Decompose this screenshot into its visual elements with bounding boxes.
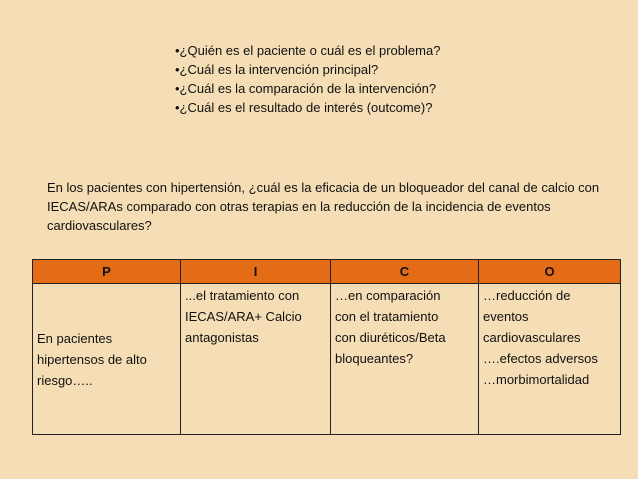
header-p: P (33, 260, 181, 284)
header-i: I (181, 260, 331, 284)
cell-line: ...el tratamiento con (185, 288, 300, 303)
cell-intervention (181, 284, 331, 435)
cell-line: con el tratamiento (335, 309, 439, 324)
cell-line: eventos (483, 309, 529, 324)
clinical-question: En los pacientes con hipertensión, ¿cuál es la eficacia de un bloqueador del canal de calcio con IECAS/ARAs comparado con otras terapias en la reducción de la incidencia de eventos cardiovasculares? (47, 180, 600, 233)
cell-line: hipertensos de alto (37, 351, 147, 367)
question-item: •¿Cuál es el resultado de interés (outcome)? (175, 100, 433, 115)
question-item: •¿Cuál es la intervención principal? (175, 62, 379, 77)
cell-line: cardiovasculares (483, 330, 581, 345)
pico-table (32, 259, 621, 435)
cell-line: …reducción de (483, 288, 571, 303)
cell-line: bloqueantes? (335, 351, 414, 366)
cell-line: IECAS/ARA+ Calcio (185, 309, 302, 324)
header-o: O (479, 260, 621, 284)
cell-comparison (331, 284, 479, 435)
pico-content-row (33, 284, 621, 435)
pico-questions-list (175, 41, 440, 117)
question-item: •¿Cuál es la comparación de la intervención? (175, 81, 437, 96)
cell-line: con diuréticos/Beta (335, 330, 446, 345)
cell-line: …morbimortalidad (483, 372, 590, 387)
cell-outcome (479, 284, 621, 435)
cell-line: …en comparación (335, 288, 441, 303)
cell-line: ….efectos adversos (483, 351, 598, 366)
cell-line: antagonistas (185, 330, 259, 345)
header-c: C (331, 260, 479, 284)
cell-line: riesgo….. (37, 372, 93, 388)
pico-header-row (33, 260, 621, 284)
question-item: •¿Quién es el paciente o cuál es el problema? (175, 43, 441, 58)
cell-line: En pacientes (37, 330, 113, 346)
cell-population (33, 284, 181, 435)
